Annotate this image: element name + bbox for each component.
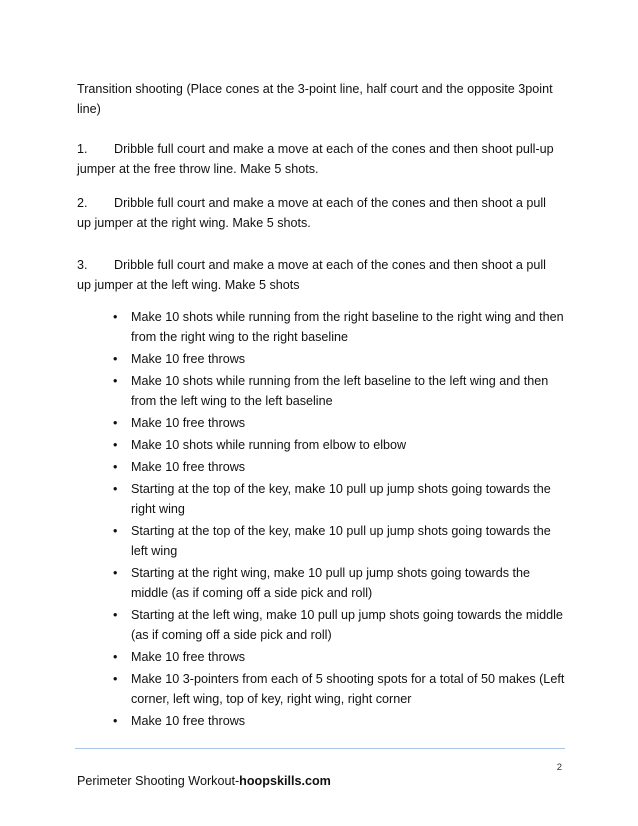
- step-3: [77, 255, 557, 295]
- bullet-icon: •: [113, 460, 118, 474]
- footer-label: Perimeter Shooting Workout-: [77, 774, 240, 788]
- list-item: [110, 349, 565, 369]
- list-item: [110, 605, 565, 645]
- list-item: [110, 563, 565, 603]
- bullet-icon: •: [113, 310, 118, 324]
- step-1: [77, 139, 557, 179]
- list-item-text: Make 10 free throws: [131, 460, 246, 474]
- list-item-text: Make 10 3-pointers from each of 5 shooting spots for a total of 50 makes (Left corner, left wing, top of key, right wing, right corner: [131, 672, 565, 706]
- list-item-text: Make 10 free throws: [131, 650, 246, 664]
- step-number: 1.: [77, 142, 88, 156]
- footer-site: hoopskills.com: [239, 774, 331, 788]
- intro-paragraph: Transition shooting (Place cones at the 3-point line, half court and the opposite 3point line): [77, 82, 553, 116]
- list-item-text: Starting at the right wing, make 10 pull up jump shots going towards the middle (as if coming off a side pick and roll): [131, 566, 531, 600]
- step-number: 3.: [77, 258, 88, 272]
- list-item: [110, 711, 565, 731]
- list-item: [110, 457, 565, 477]
- list-item: [110, 413, 565, 433]
- list-item-text: Starting at the top of the key, make 10 pull up jump shots going towards the left wing: [131, 524, 551, 558]
- list-item: [110, 479, 565, 519]
- list-item-text: Make 10 shots while running from elbow to elbow: [131, 438, 407, 452]
- list-item: [110, 647, 565, 667]
- footer: [77, 771, 331, 791]
- list-item: [110, 307, 565, 347]
- bullet-icon: •: [113, 416, 118, 430]
- bullet-icon: •: [113, 482, 118, 496]
- step-text: Dribble full court and make a move at each of the cones and then shoot pull-up jumper at the free throw line. Make 5 shots.: [77, 142, 554, 176]
- list-item-text: Starting at the top of the key, make 10 pull up jump shots going towards the right wing: [131, 482, 551, 516]
- page-number: 2: [556, 762, 562, 773]
- bullet-icon: •: [113, 438, 118, 452]
- step-number: 2.: [77, 196, 88, 210]
- list-item-text: Make 10 free throws: [131, 714, 246, 728]
- list-item-text: Make 10 free throws: [131, 416, 246, 430]
- bullet-icon: •: [113, 566, 118, 580]
- drill-list: [110, 307, 565, 733]
- list-item-text: Make 10 shots while running from the left baseline to the left wing and then from the left wing to the left baseline: [131, 374, 549, 408]
- step-2: [77, 193, 557, 233]
- bullet-icon: •: [113, 524, 118, 538]
- bullet-icon: •: [113, 672, 118, 686]
- bullet-icon: •: [113, 714, 118, 728]
- list-item-text: Make 10 shots while running from the right baseline to the right wing and then from the right wing to the right baseline: [131, 310, 564, 344]
- list-item-text: Starting at the left wing, make 10 pull up jump shots going towards the middle (as if coming off a side pick and roll): [131, 608, 563, 642]
- list-item: [110, 371, 565, 411]
- bullet-icon: •: [113, 608, 118, 622]
- step-text: Dribble full court and make a move at each of the cones and then shoot a pull up jumper at the left wing. Make 5 shots: [77, 258, 546, 292]
- bullet-icon: •: [113, 352, 118, 366]
- list-item: [110, 521, 565, 561]
- list-item: [110, 435, 565, 455]
- list-item-text: Make 10 free throws: [131, 352, 246, 366]
- bullet-icon: •: [113, 650, 118, 664]
- footer-divider: [75, 748, 565, 749]
- bullet-icon: •: [113, 374, 118, 388]
- list-item: [110, 669, 565, 709]
- step-text: Dribble full court and make a move at each of the cones and then shoot a pull up jumper at the right wing. Make 5 shots.: [77, 196, 546, 230]
